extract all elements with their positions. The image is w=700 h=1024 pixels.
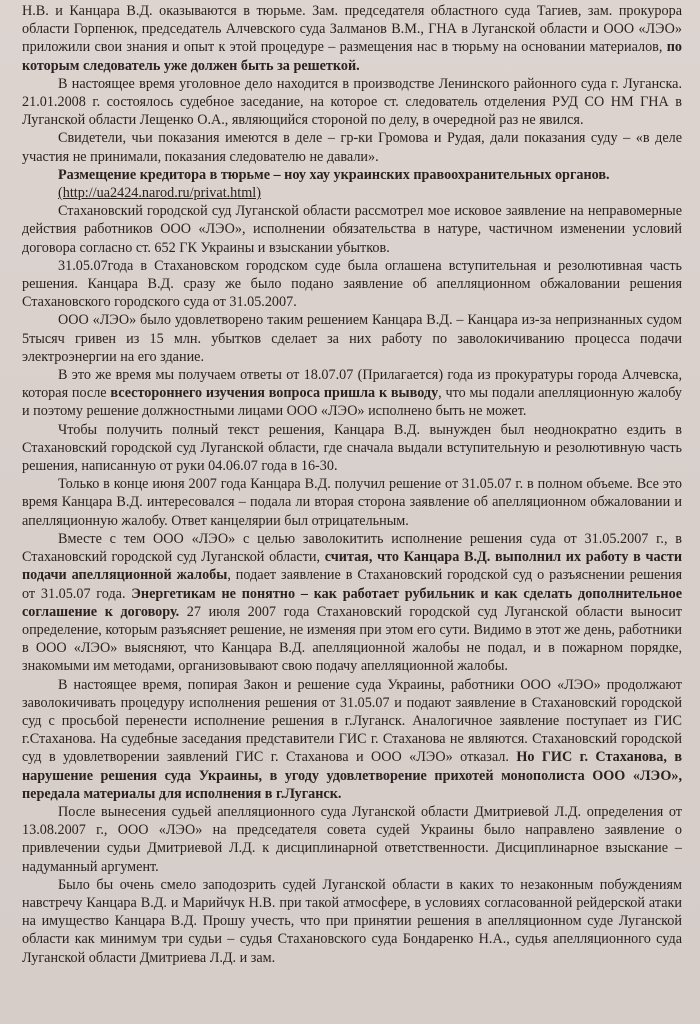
text-span: , что мы подали апелляционную жалобу и поэтому решение должностными лицами ООО «ЛЭО» исполнено быть не может. [22,385,682,420]
text-span: , подает заявление в Стахановский городской суд о разъяснении решения от 31.05.07 года. [22,567,682,602]
paragraph [22,366,682,421]
text-span: 31.05.07года в Стахановском городском суде была оглашена вступительная и резолютивная часть решения. Канцара В.Д. сразу же было подано заявление об апелляционном обжаловании решения Стахановского городского суда от 31.05.2007. [22,257,682,311]
text-span: Было бы очень смело заподозрить судей Луганской области в каких то незаконным побуждениям навстречу Канцара В.Д. и Марийчук Н.В. при такой атмосфере, в условиях согласованной рейдерской атаки на имущество Канцара В.Д. Прошу учесть, что при принятии решения в апелляционном суде Луганской области как минимум три судьи – судья Стахановского суда Бондаренко Н.А., судья апелляционного суда Луганской области Дмитриева Л.Д. и зам. [22,876,682,966]
section-heading: Размещение кредитора в тюрьме – ноу хау украинских правоохранительных органов. [58,166,610,183]
paragraph [22,129,682,165]
text-span: 27 июля 2007 года Стахановский городской суд Луганской области выносит определение, которым разъясняет решение, не изменяя при этом его сути. Видимо в этот же день, работники в ООО «ЛЭО» выясняют, что Канцара В.Д. апелляционной жалобы не подал, и в пожарном порядке, знакомыми им методами, организовывают свою подачу апелляционной жалобы. [22,603,683,675]
paragraph [22,876,682,967]
bold-text-span: Но ГИС г. Стаханова, в нарушение решения суда Украины, в угоду [22,749,683,784]
paragraph [22,421,682,476]
bold-text-span: считая, что Канцара В.Д. выполнил их работу в части подачи апелляционной жалобы [22,549,682,584]
paragraph [22,530,682,676]
text-span: Н.В. и Канцара В.Д. оказываются в тюрьме. Зам. председателя областного суда Тагиев, зам. прокурора области Горпенюк, председатель Алчевского суда Залманов В.М., ГНА в Луганской области и ООО «ЛЭО» приложили свои знания и опыт к этой процедуре – размещения нас в тюрьму на основании материалов, [22,3,682,56]
text-span: В это же время мы получаем ответы от 18.07.07 (Прилагается) года из прокуратуры города Алчевска, которая после [22,367,682,402]
text-span: После вынесения судьей апелляционного суда Луганской области Дмитриевой Л.Д. определения от 13.08.2007 г., ООО «ЛЭО» на председателя совета судей Украины было направлено заявление о привлечении судьи Дмитриевой Л.Д. к дисциплинарной ответственности. Дисциплинарное взыскание – надуманный аргумент. [22,803,682,875]
paragraph [22,202,682,257]
paragraph [22,2,682,75]
text-span: Чтобы получить полный текст решения, Канцара В.Д. вынужден был неоднократно ездить в Стахановский городской суд Луганской области, где сначала выдали вступительную и резолютивную часть решения, написанную от руки 04.06.07 года в 16-30. [22,421,682,475]
paragraph [22,475,682,530]
text-span: Вместе с тем ООО «ЛЭО» с целью заволокитить исполнение решения суда от 31.05.2007 г., в Стахановский городской суд Луганской области, [22,530,682,566]
bold-text-span: всестороннего изучения вопроса пришла к выводу [110,385,439,402]
text-span: Стахановский городской суд Луганской области рассмотрел мое исковое заявление на неправомерные действия работников ООО «ЛЭО», исполнении обязательства в натуре, частичном изменении условий договора согласно ст. 652 ГК Украины и взыскании убытков. [22,203,682,256]
bold-text-span: удовлетворение прихотей монополиста ООО «ЛЭО», передала материалы для исполнения в г.Луганск. [22,767,683,802]
bold-text-span: по которым следователь уже должен быть за решеткой. [22,39,682,74]
paragraph [22,75,682,130]
body-paragraphs [22,202,682,967]
bold-text-span: Энергетикам не понятно – как работает рубильник и как сделать дополнительное соглашение к договору. [22,585,682,620]
text-span: В настоящее время, попирая Закон и решение суда Украины, работники ООО «ЛЭО» продолжают заволокичивать процедуру исполнения решения от 31.05.07 и подают заявление в Стахановский городской суд с просьбой перенести исполнение решения в г.Луганск. Аналогичное заявление поступает из ГИС г.Стаханова. На судебные заседания представители ГИС г. Стаханова не являются. Стахановский городской суд в удовлетворении заявлений ГИС г. Стаханова и ООО «ЛЭО» отказал. [22,676,682,766]
text-span: Только в конце июня 2007 года Канцара В.Д. получил решение от 31.05.07 г. в полном объеме. Все это время Канцара В.Д. интересовался – подала ли вторая сторона заявление об апелляционном обжаловании и апелляционную жалобу. Ответ канцелярии был отрицательным. [22,476,682,529]
text-span: Свидетели, чьи показания имеются в деле – гр-ки Громова и Рудая, дали показания суду – «в деле участия не принимали, показания следователю не давали». [22,130,682,165]
text-span: В настоящее время уголовное дело находится в производстве Ленинского районного суда г. Луганска. 21.01.2008 г. состоялось судебное заседание, на которое ст. следователь отделения РУД СО НМ ГНА в Луганской области Лещенко О.А., являющийся стороной по делу, в очередной раз не явился. [22,75,682,129]
paragraph [22,311,682,366]
intro-paragraphs [22,2,682,166]
paragraph [22,676,682,803]
text-span: ООО «ЛЭО» было удовлетворено таким решением Канцара В.Д. – Канцара из-за непризнанных судом 5тысяч гривен из 15 млн. убытков сделает за них работу по заволокичиванию процесса подачи электроэнергии на его здание. [22,312,682,365]
source-link[interactable]: (http://ua2424.narod.ru/privat.html) [58,185,261,202]
paragraph [22,803,682,876]
paragraph [22,257,682,312]
